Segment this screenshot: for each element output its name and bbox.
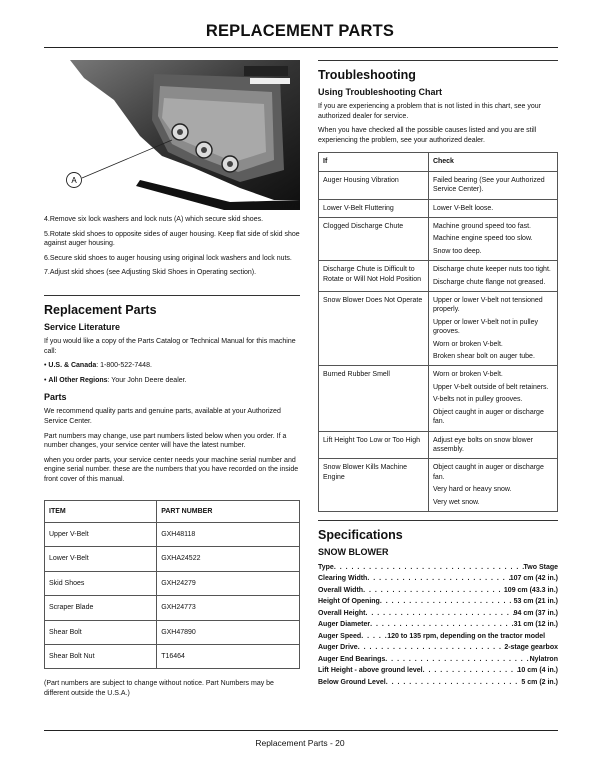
- spec-label: Lift Height - above ground level: [318, 667, 423, 675]
- parts-paragraph: when you order parts, your service center needs your machine serial number and engine serial number. these are the numbers that you have recorded on the inside front cover of this manual.: [44, 456, 299, 483]
- parts-table: [44, 500, 300, 670]
- table-row: [319, 218, 558, 261]
- check-item: Upper or lower V-belt not tensioned properly.: [432, 297, 543, 314]
- troubleshooting-intro: If you are experiencing a problem that is not listed in this chart, see your authorized dealer for service.: [318, 103, 541, 120]
- parts-paragraph: We recommend quality parts and genuine parts, available at your Authorized Service Center.: [44, 408, 281, 425]
- if-cell: Discharge Chute is Difficult to Rotate or Will Not Hold Position: [319, 261, 429, 292]
- spec-row: [318, 654, 558, 666]
- column-header-check: Check: [428, 153, 557, 171]
- parts-heading: Parts: [44, 392, 67, 403]
- if-cell: Lift Height Too Low or Too High: [319, 431, 429, 459]
- step-6: 6.Secure skid shoes to auger housing using original lock washers and lock nuts.: [44, 254, 292, 262]
- step-5: 5.Rotate skid shoes to opposite sides of auger housing. Keep flat side of skid shoe against auger housing.: [44, 230, 300, 248]
- check-item: Adjust eye bolts on snow blower assembly.: [432, 436, 533, 453]
- check-item: Lower V-Belt loose.: [432, 204, 494, 212]
- spec-row: [318, 573, 558, 585]
- spec-label: Auger End Bearings: [318, 655, 386, 663]
- spec-row: [318, 608, 558, 620]
- service-literature-text: If you would like a copy of the Parts Catalog or Technical Manual for this machine call:: [44, 337, 296, 355]
- spec-row: [318, 631, 558, 643]
- check-item: Object caught in auger or discharge fan.: [432, 464, 544, 481]
- parts-paragraph: Part numbers may change, use part numbers listed below when you order. If a number changes, your service center will have the latest number.: [44, 432, 287, 450]
- spec-value: 31 cm (12 in.): [513, 621, 558, 629]
- if-cell: Clogged Discharge Chute: [319, 218, 429, 261]
- spec-value: Two Stage: [523, 563, 558, 571]
- part-number-cell: GXH24773: [157, 596, 300, 620]
- item-cell: Skid Shoes: [45, 571, 157, 595]
- item-cell: Scraper Blade: [45, 596, 157, 620]
- callout-a: A: [71, 176, 77, 185]
- figure-code: MX10279: [270, 203, 300, 210]
- spec-row: [318, 585, 558, 597]
- check-cell: [428, 292, 557, 366]
- table-row: [319, 171, 558, 199]
- spec-value: 109 cm (43.3 in.): [503, 586, 558, 594]
- check-cell: [428, 366, 557, 431]
- troubleshooting-table: [318, 152, 558, 512]
- check-item: Worn or broken V-belt.: [432, 371, 503, 379]
- spec-value: Nylatron: [529, 655, 558, 663]
- table-row: [319, 459, 558, 512]
- table-row: [45, 596, 300, 620]
- snow-blower-subheading: SNOW BLOWER: [318, 546, 389, 557]
- spec-value: 107 cm (42 in.): [509, 575, 558, 583]
- check-cell: [428, 218, 557, 261]
- check-cell: [428, 199, 557, 217]
- column-header-part-number: PART NUMBER: [157, 500, 300, 522]
- part-number-note: (Part numbers are subject to change without notice. Part Numbers may be different outside the U.S.A.): [44, 680, 274, 697]
- spec-value: 53 cm (21 in.): [513, 598, 558, 606]
- step-4: 4.Remove six lock washers and lock nuts (A) which secure skid shoes.: [44, 216, 264, 223]
- spec-row: [318, 665, 558, 677]
- check-cell: [428, 261, 557, 292]
- check-item: Very wet snow.: [432, 498, 480, 506]
- parts-table-header: [45, 500, 300, 522]
- check-item: Very hard or heavy snow.: [432, 486, 512, 494]
- spec-label: Auger Drive: [318, 644, 358, 652]
- spec-row: [318, 619, 558, 631]
- page-title: REPLACEMENT PARTS: [205, 22, 395, 40]
- page-footer: Replacement Parts - 20: [255, 738, 345, 748]
- header-rule: [44, 47, 558, 48]
- column-header-item: ITEM: [45, 500, 157, 522]
- if-cell: Snow Blower Kills Machine Engine: [319, 459, 429, 512]
- item-cell: Shear Bolt: [45, 620, 157, 644]
- if-cell: Burned Rubber Smell: [319, 366, 429, 431]
- spec-value: 94 cm (37 in.): [513, 609, 558, 617]
- table-row: [45, 547, 300, 571]
- table-row: [319, 366, 558, 431]
- spec-label: Type: [318, 563, 334, 571]
- item-cell: Upper V-Belt: [45, 522, 157, 546]
- service-literature-heading: Service Literature: [44, 321, 121, 332]
- check-cell: [428, 459, 557, 512]
- skid-shoe-illustration: [44, 60, 300, 210]
- spec-list: [318, 562, 558, 689]
- spec-label: Overall Height: [318, 609, 366, 617]
- item-cell: Shear Bolt Nut: [45, 644, 157, 668]
- column-header-if: If: [319, 153, 429, 171]
- spec-label: Below Ground Level: [318, 678, 386, 686]
- spec-row: [318, 596, 558, 608]
- check-item: Broken shear bolt on auger tube.: [432, 353, 535, 361]
- if-cell: Lower V-Belt Fluttering: [319, 199, 429, 217]
- part-number-cell: GXH48118: [157, 522, 300, 546]
- table-row: [45, 644, 300, 668]
- check-item: Snow too deep.: [432, 247, 482, 255]
- check-item: Discharge chute keeper nuts too tight.: [432, 266, 551, 274]
- spec-row: [318, 642, 558, 654]
- table-row: [45, 522, 300, 546]
- troubleshooting-table-header: [319, 153, 558, 171]
- troubleshooting-heading: Troubleshooting: [318, 68, 416, 82]
- check-item: Machine ground speed too fast.: [432, 223, 532, 230]
- spec-value: 5 cm (2 in.): [521, 678, 558, 686]
- table-row: [319, 292, 558, 366]
- spec-label: Height Of Opening: [318, 598, 380, 606]
- table-row: [45, 620, 300, 644]
- spec-row: [318, 562, 558, 574]
- spec-value: 10 cm (4 in.): [517, 667, 558, 675]
- troubleshooting-intro: When you have checked all the possible causes listed and you are still experiencing the problem, see your authorized dealer.: [318, 127, 537, 144]
- part-number-cell: GXH24279: [157, 571, 300, 595]
- table-row: [319, 261, 558, 292]
- check-item: Machine engine speed too slow.: [432, 235, 533, 243]
- check-item: Upper V-belt outside of belt retainers.: [432, 383, 549, 391]
- part-number-cell: GXH47890: [157, 620, 300, 644]
- spec-label: Auger Speed: [318, 632, 362, 640]
- check-cell: [428, 431, 557, 459]
- replacement-parts-heading: Replacement Parts: [44, 302, 157, 317]
- part-number-cell: T16464: [157, 644, 300, 668]
- troubleshooting-subheading: Using Troubleshooting Chart: [318, 87, 442, 97]
- check-item: Object caught in auger or discharge fan.: [432, 408, 544, 426]
- item-cell: Lower V-Belt: [45, 547, 157, 571]
- table-row: [319, 199, 558, 217]
- footer-rule: [44, 730, 558, 731]
- bullet-other-regions: • All Other Regions: Your John Deere dealer.: [44, 376, 187, 384]
- spec-label: Overall Width: [318, 586, 364, 594]
- bullet-us-canada: • U.S. & Canada: 1-800-522-7448.: [44, 362, 152, 370]
- check-item: Worn or broken V-belt.: [432, 340, 503, 348]
- check-item: V-belts not in pulley grooves.: [432, 396, 523, 404]
- specifications-heading: Specifications: [318, 527, 403, 542]
- part-number-cell: GXHA24522: [157, 547, 300, 571]
- spec-label: Clearing Width: [318, 575, 368, 583]
- check-item: Failed bearing (See your Authorized Service Center).: [432, 176, 545, 194]
- right-column: [318, 60, 558, 688]
- spec-value: 2-stage gearbox: [504, 644, 558, 652]
- spec-row: [318, 677, 558, 689]
- check-item: Upper or lower V-belt not in pulley grooves.: [432, 318, 538, 336]
- if-cell: Auger Housing Vibration: [319, 171, 429, 199]
- spec-value: 120 to 135 rpm, depending on the tractor model: [387, 632, 546, 640]
- check-cell: [428, 171, 557, 199]
- table-row: [45, 571, 300, 595]
- left-column: [44, 60, 300, 704]
- spec-label: Auger Diameter: [318, 621, 371, 629]
- check-item: Discharge chute flange not greased.: [432, 278, 546, 286]
- table-row: [319, 431, 558, 459]
- step-7: 7.Adjust skid shoes (see Adjusting Skid Shoes in Operating section).: [44, 269, 257, 277]
- skid-shoe-figure: [44, 60, 300, 210]
- if-cell: Snow Blower Does Not Operate: [319, 292, 429, 366]
